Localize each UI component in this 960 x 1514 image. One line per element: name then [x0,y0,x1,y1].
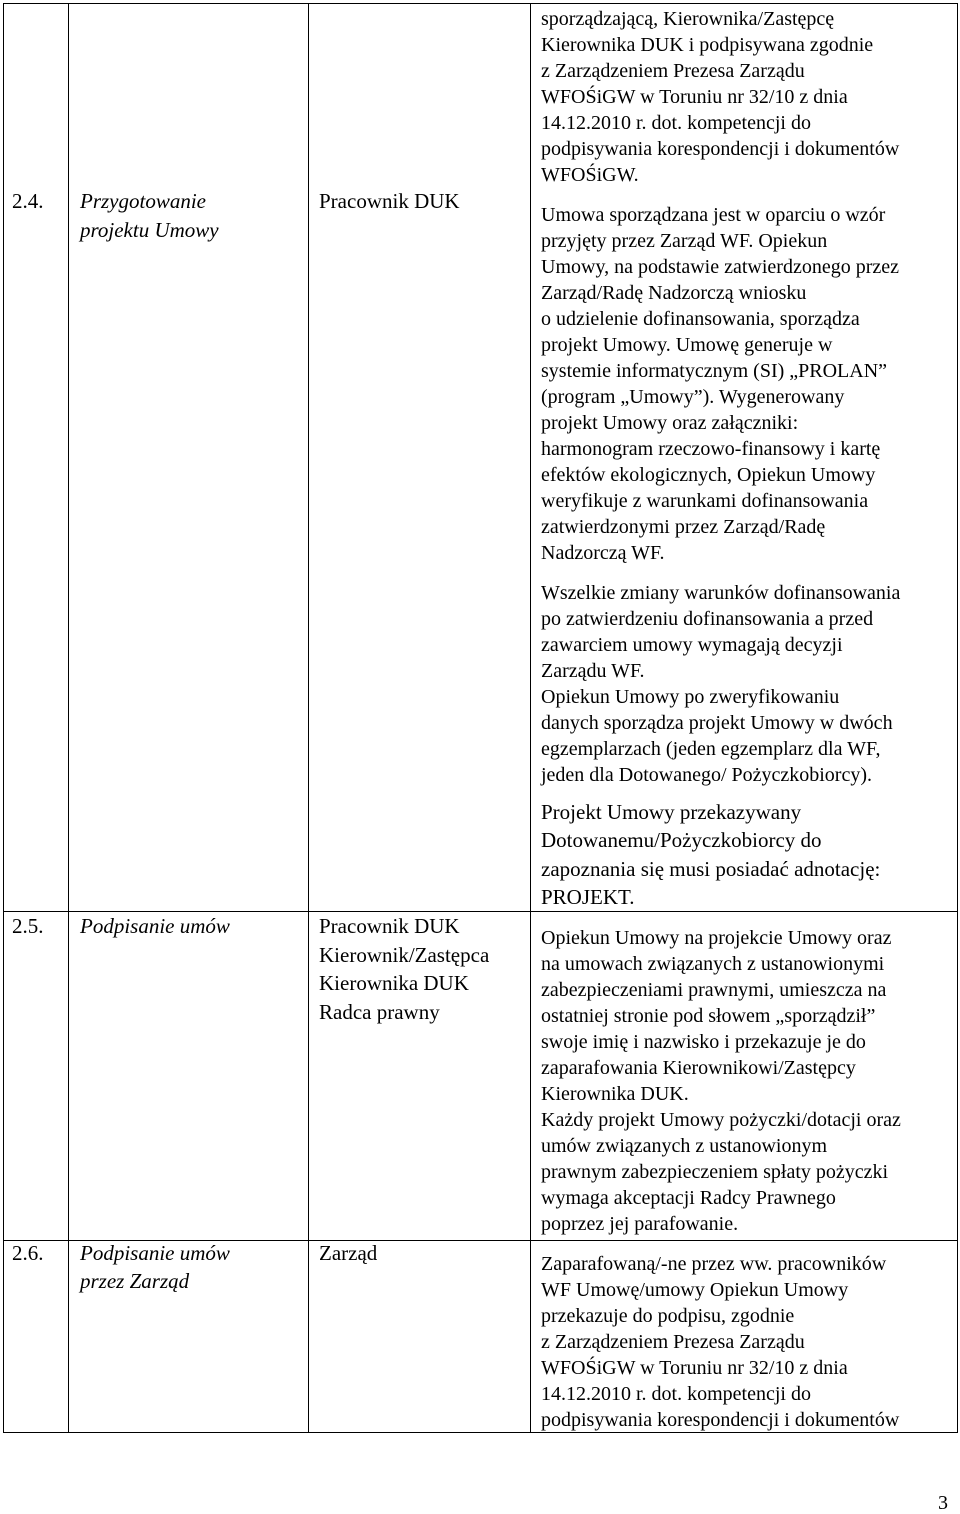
text-line: Umowa sporządzana jest w oparciu o wzór [541,204,886,226]
text-line: harmonogram rzeczowo-finansowy i kartę [541,438,881,460]
column-divider [308,4,309,1432]
text-line: weryfikuje z warunkami dofinansowania [541,490,869,512]
text-line: 14.12.2010 r. dot. kompetencji do [541,112,811,134]
text-line: projekt Umowy. Umowę generuje w [541,334,833,356]
text-line: umów związanych z ustanowionym [541,1135,828,1157]
row-person-2-6: Zarząd [319,1241,378,1265]
row-title-2-4-line2: projektu Umowy [80,218,219,242]
text-line: (program „Umowy”). Wygenerowany [541,386,845,408]
row-person-2-5: Radca prawny [319,1000,440,1024]
row-person-2-5: Kierownik/Zastępca [319,943,490,967]
row-number-2-5: 2.5. [12,914,44,938]
text-line: efektów ekologicznych, Opiekun Umowy [541,464,876,486]
row-number-2-4: 2.4. [12,189,44,213]
text-line: zabezpieczeniami prawnymi, umieszcza na [541,979,887,1001]
row-title-2-6-line1: Podpisanie umów [80,1241,230,1265]
column-divider [530,4,531,1432]
text-line: prawnym zabezpieczeniem spłaty pożyczki [541,1161,889,1183]
text-line: Kierownika DUK. [541,1083,689,1105]
text-line: WFOŚiGW w Toruniu nr 32/10 z dnia [541,86,848,108]
text-line: zaparafowania Kierownikowi/Zastępcy [541,1057,856,1079]
text-line: 14.12.2010 r. dot. kompetencji do [541,1383,811,1405]
row-person-2-4: Pracownik DUK [319,189,460,213]
page-number: 3 [938,1492,948,1514]
text-line: WFOŚiGW w Toruniu nr 32/10 z dnia [541,1357,848,1379]
text-line: Każdy projekt Umowy pożyczki/dotacji oraz [541,1109,901,1131]
row-title-2-4-line1: Przygotowanie [80,189,206,213]
text-line: poprzez jej parafowanie. [541,1213,739,1235]
text-line: na umowach związanych z ustanowionymi [541,953,885,975]
text-line: ostatniej stronie pod słowem „sporządził” [541,1005,876,1027]
text-line: z Zarządzeniem Prezesa Zarządu [541,1331,805,1353]
row-title-2-6-line2: przez Zarząd [80,1269,190,1293]
text-line: Opiekun Umowy na projekcie Umowy oraz [541,927,892,949]
text-line: po zatwierdzeniu dofinansowania a przed [541,608,874,630]
text-line: Kierownika DUK i podpisywana zgodnie [541,34,874,56]
text-line: wymaga akceptacji Radcy Prawnego [541,1187,836,1209]
text-line: PROJEKT. [541,885,635,909]
text-line: jeden dla Dotowanego/ Pożyczkobiorcy). [541,764,873,786]
text-line: Dotowanemu/Pożyczkobiorcy do [541,828,822,852]
text-line: Projekt Umowy przekazywany [541,800,802,824]
text-line: z Zarządzeniem Prezesa Zarządu [541,60,805,82]
text-line: danych sporządza projekt Umowy w dwóch [541,712,893,734]
column-divider [68,4,69,1432]
text-line: Wszelkie zmiany warunków dofinansowania [541,582,901,604]
text-line: systemie informatycznym (SI) „PROLAN” [541,360,888,382]
text-line: swoje imię i nazwisko i przekazuje je do [541,1031,866,1053]
text-line: przyjęty przez Zarząd WF. Opiekun [541,230,828,252]
text-line: zawarciem umowy wymagają decyzji [541,634,843,656]
text-line: egzemplarzach (jeden egzemplarz dla WF, [541,738,881,760]
text-line: WF Umowę/umowy Opiekun Umowy [541,1279,849,1301]
row-person-2-5: Kierownika DUK [319,971,469,995]
text-line: sporządzającą, Kierownika/Zastępcę [541,8,835,30]
row-title-2-5: Podpisanie umów [80,914,230,938]
text-line: podpisywania korespondencji i dokumentów [541,1409,900,1431]
text-line: WFOŚiGW. [541,164,639,186]
text-line: o udzielenie dofinansowania, sporządza [541,308,860,330]
text-line: Zarząd/Radę Nadzorczą wniosku [541,282,807,304]
text-line: zatwierdzonymi przez Zarząd/Radę [541,516,826,538]
text-line: Opiekun Umowy po zweryfikowaniu [541,686,840,708]
text-line: Zaparafowaną/-ne przez ww. pracowników [541,1253,887,1275]
text-line: zapoznania się musi posiadać adnotację: [541,857,881,881]
text-line: Zarządu WF. [541,660,645,682]
text-line: projekt Umowy oraz załączniki: [541,412,799,434]
text-line: Umowy, na podstawie zatwierdzonego przez [541,256,900,278]
text-line: podpisywania korespondencji i dokumentów [541,138,900,160]
text-line: Nadzorczą WF. [541,542,665,564]
row-person-2-5: Pracownik DUK [319,914,460,938]
text-line: przekazuje do podpisu, zgodnie [541,1305,795,1327]
row-number-2-6: 2.6. [12,1241,44,1265]
